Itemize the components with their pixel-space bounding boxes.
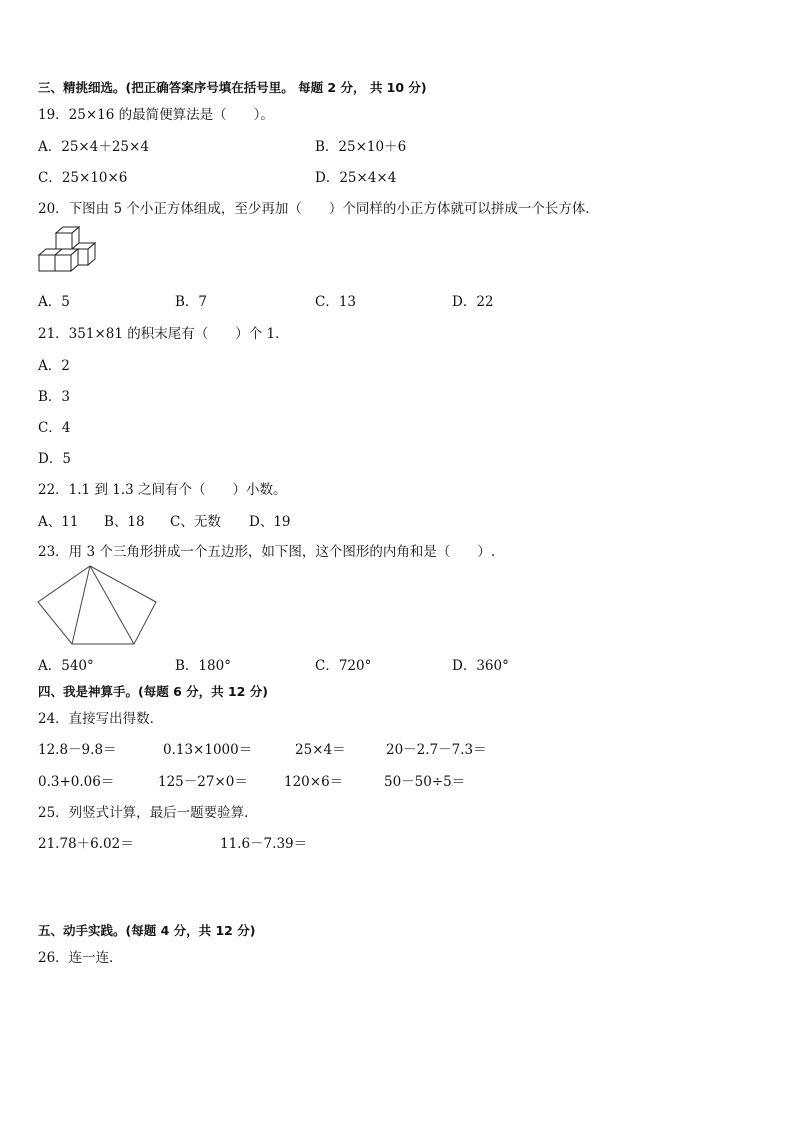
question-19-stem: 19．25×16 的最简便算法是（ ）。 <box>38 107 274 123</box>
q24-item-7: 120×6＝ <box>284 774 344 790</box>
q22-option-a: A、11 <box>38 514 79 530</box>
q20-option-a: A．5 <box>38 294 70 310</box>
q19-option-a: A．25×4＋25×4 <box>38 139 149 155</box>
q23-option-a: A．540° <box>38 658 94 674</box>
question-25-stem: 25．列竖式计算，最后一题要验算． <box>38 805 258 821</box>
question-26-stem: 26．连一连． <box>38 950 123 966</box>
q24-item-8: 50－50÷5＝ <box>384 774 466 790</box>
q19-option-d: D．25×4×4 <box>315 170 397 186</box>
q20-option-d: D．22 <box>452 294 494 310</box>
q23-option-d: D．360° <box>452 658 509 674</box>
cubes-figure <box>36 226 102 276</box>
q23-option-b: B．180° <box>175 658 231 674</box>
q20-option-c: C．13 <box>315 294 357 310</box>
question-21-stem: 21．351×81 的积末尾有（ ）个 1． <box>38 326 289 342</box>
section-5-title: 五、动手实践。(每题 4 分，共 12 分) <box>38 923 256 938</box>
q22-option-d: D、19 <box>249 514 291 530</box>
q25-item-2: 11.6－7.39＝ <box>220 836 308 852</box>
q24-item-3: 25×4＝ <box>295 742 346 758</box>
q19-option-c: C．25×10×6 <box>38 170 128 186</box>
q25-item-1: 21.78＋6.02＝ <box>38 836 134 852</box>
q20-option-b: B．7 <box>175 294 208 310</box>
q22-option-c: C、无数 <box>170 514 221 530</box>
q21-option-c: C．4 <box>38 420 71 436</box>
question-22-stem: 22．1.1 到 1.3 之间有个（ ）小数。 <box>38 482 287 498</box>
question-23-stem: 23．用 3 个三角形拼成一个五边形，如下图，这个图形的内角和是（ ）. <box>38 544 496 560</box>
q21-option-b: B．3 <box>38 389 71 405</box>
q22-option-b: B、18 <box>104 514 145 530</box>
q21-option-a: A．2 <box>38 358 70 374</box>
q21-option-d: D．5 <box>38 451 71 467</box>
q23-option-c: C．720° <box>315 658 372 674</box>
section-4-title: 四、我是神算手。(每题 6 分，共 12 分) <box>38 684 268 699</box>
q24-item-4: 20－2.7－7.3＝ <box>386 742 487 758</box>
question-20-stem: 20．下图由 5 个小正方体组成，至少再加（ ）个同样的小正方体就可以拼成一个长方体． <box>38 201 599 217</box>
q19-option-b: B．25×10＋6 <box>315 139 407 155</box>
pentagon-figure <box>36 564 160 648</box>
q24-item-1: 12.8－9.8＝ <box>38 742 117 758</box>
q24-item-6: 125－27×0＝ <box>158 774 248 790</box>
question-24-stem: 24．直接写出得数． <box>38 711 164 727</box>
section-3-title: 三、精挑细选。(把正确答案序号填在括号里。 每题 2 分， 共 10 分) <box>38 80 427 95</box>
q24-item-2: 0.13×1000＝ <box>163 742 253 758</box>
q24-item-5: 0.3+0.06＝ <box>38 774 115 790</box>
